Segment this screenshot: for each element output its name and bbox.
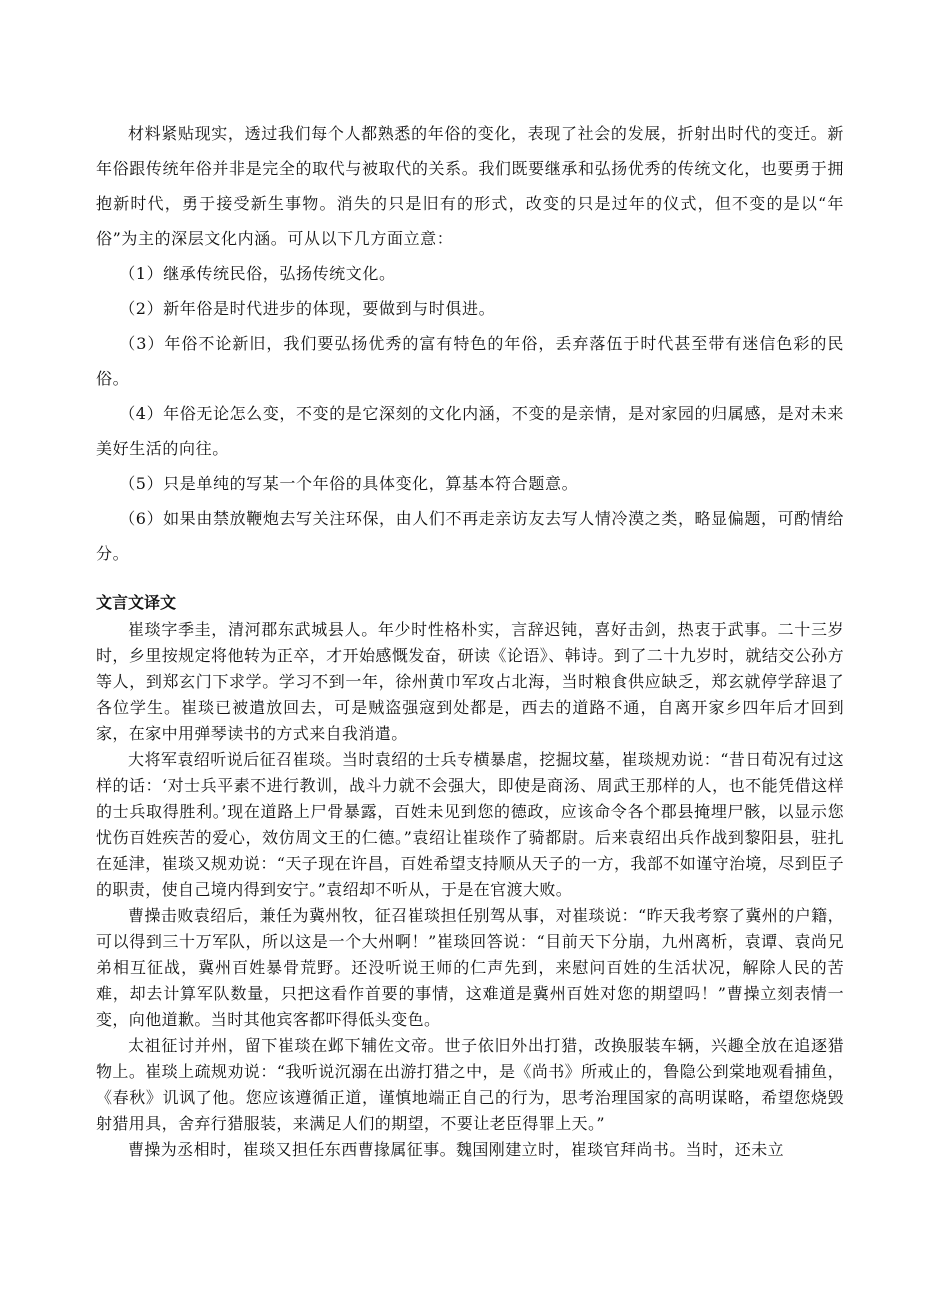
key-point-2: （2）新年俗是时代进步的体现，要做到与时俱进。 <box>119 299 496 318</box>
key-point-5: （5）只是单纯的写某一个年俗的具体变化，算基本符合题意。 <box>119 474 579 493</box>
section-title: 文言文译文 <box>96 593 177 612</box>
translation-paragraph-2: 大将军袁绍听说后征召崔琰。当时袁绍的士兵专横暴虐，挖掘坟墓，崔琰规劝说：“昔日荀况有过这样的话：‘对士兵平素不进行教训，战斗力就不会强大，即使是商汤、周武王那样的人，也不能凭借这样的士兵取得胜利。’现在道路上尸骨暴露，百姓未见到您的德政，应该命令各个郡县掩埋尸骸，以显示您忧伤百姓疾苦的爱心，效仿周文王的仁德。”袁绍让崔琰作了骑都尉。后来袁绍出兵作战到黎阳县，驻扎在延津，崔琰又规劝说：“天子现在许昌，百姓希望支持顺从天子的一方，我部不如谨守治境，尽到臣子的职责，使自己境内得到安宁。”袁绍却不听从，于是在官渡大败。 <box>96 750 844 899</box>
translation-paragraph-4: 太祖征讨并州，留下崔琰在邺下辅佐文帝。世子依旧外出打猎，改换服装车辆，兴趣全放在追逐猎物上。崔琰上疏规劝说：“我听说沉溺在出游打猎之中，是《尚书》所戒止的，鲁隐公到棠地观看捕鱼，《春秋》讥讽了他。您应该遵循正道，谨慎地端正自己的行为，思考治理国家的高明谋略，希望您烧毁射猎用具，舍弃行猎服装，来满足人们的期望，不要让老臣得罪上天。” <box>96 1036 844 1133</box>
intro-paragraph: 材料紧贴现实，透过我们每个人都熟悉的年俗的变化，表现了社会的发展，折射出时代的变迁。新年俗跟传统年俗并非是完全的取代与被取代的关系。我们既要继承和弘扬优秀的传统文化，也要勇于拥抱新时代，勇于接受新生事物。消失的只是旧有的形式，改变的只是过年的仪式，但不变的是以“年俗”为主的深层文化内涵。可从以下几方面立意： <box>96 124 844 248</box>
key-point-1: （1）继承传统民俗，弘扬传统文化。 <box>119 264 396 283</box>
key-point-4: （4）年俗无论怎么变，不变的是它深刻的文化内涵，不变的是亲情，是对家园的归属感，是对未来美好生活的向往。 <box>96 404 844 458</box>
translation-body <box>96 617 844 1163</box>
translation-paragraph-1: 崔琰字季圭，清河郡东武城县人。年少时性格朴实，言辞迟钝，喜好击剑，热衷于武事。二十三岁时，乡里按规定将他转为正卒，才开始感慨发奋，研读《论语》、韩诗。到了二十九岁时，就结交公孙方等人，到郑玄门下求学。学习不到一年，徐州黄巾军攻占北海，当时粮食供应缺乏，郑玄就停学辞退了各位学生。崔琰已被遣放回去，可是贼盗强寇到处都是，西去的道路不通，自离开家乡四年后才回到家，在家中用弹琴读书的方式来自我消遣。 <box>96 620 844 743</box>
translation-paragraph-3: 曹操击败袁绍后，兼任为冀州牧，征召崔琰担任别驾从事，对崔琰说：“昨天我考察了冀州的户籍，可以得到三十万军队，所以这是一个大州啊！”崔琰回答说：“目前天下分崩，九州离析，袁谭、袁尚兄弟相互征战，冀州百姓暴骨荒野。还没听说王师的仁声先到，来慰问百姓的生活状况，解除人民的苦难，却去计算军队数量，只把这看作首要的事情，这难道是冀州百姓对您的期望吗！”曹操立刻表情一变，向他道歉。当时其他宾客都吓得低头变色。 <box>96 906 844 1029</box>
key-points-list <box>96 256 844 571</box>
key-point-6: （6）如果由禁放鞭炮去写关注环保，由人们不再走亲访友去写人情冷漠之类，略显偏题，可酌情给分。 <box>96 509 844 563</box>
translation-paragraph-5: 曹操为丞相时，崔琰又担任东西曹掾属征事。魏国刚建立时，崔琰官拜尚书。当时，还未立 <box>128 1140 785 1159</box>
key-point-3: （3）年俗不论新旧，我们要弘扬优秀的富有特色的年俗，丢弃落伍于时代甚至带有迷信色彩的民俗。 <box>96 334 844 388</box>
